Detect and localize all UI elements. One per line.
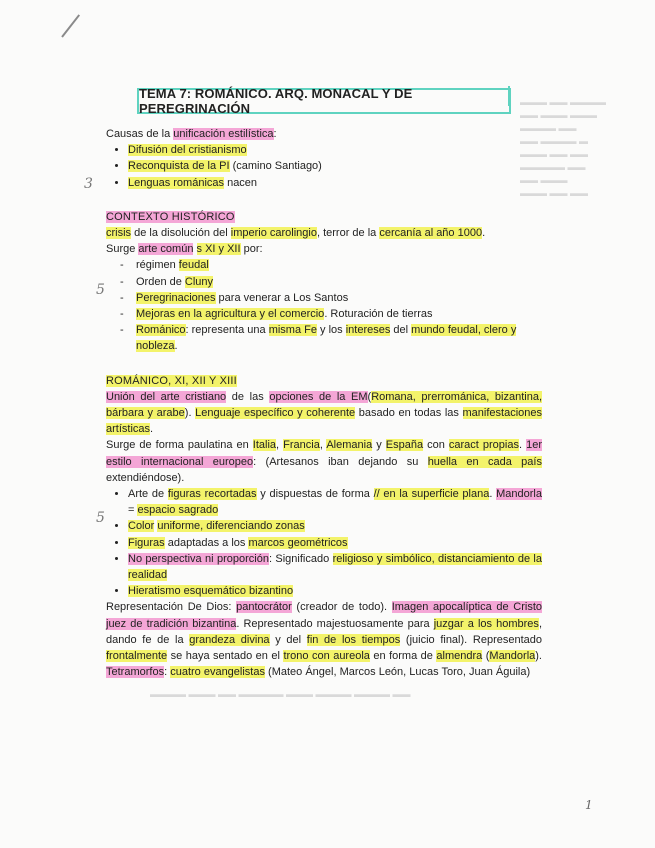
context-line: Surge arte común s XI y XII por: [106,243,263,256]
list-item: • Color uniforme, diferenciando zonas [128,518,542,534]
romanesque-paragraph: Representación De Dios: pantocrátor (creador de todo). Imagen apocalíptica de Cristo juez de tradición bizantina. Representado majestuosamente para juzgar a los hombres, dando fe de la grandeza divina y del fin de los tiempos (juicio final). Representado frontalmente se haya sentado en el trono con aureola en forma de almendra (Mandorla). Tetramorfos: cuatro evangelistas (Mateo Ángel, Marcos León, Lucas Toro, Juan Águila) [106,601,542,679]
bleed-through-text: ▬▬▬ ▬▬ ▬▬▬▬ ▬▬ ▬▬▬ ▬▬▬ ▬▬▬▬ ▬▬ ▬▬ ▬▬▬▬ ▬ ▬▬▬ ▬▬ ▬▬ ▬▬▬▬▬ ▬▬ ▬▬ ▬▬▬ ▬▬▬ ▬▬ ▬▬ [520,97,607,198]
causes-intro: Causas de la unificación estilística: [106,128,277,140]
bleed-through-text: ▬▬▬▬ ▬▬▬ ▬▬ ▬▬▬▬▬ ▬▬▬ ▬▬▬▬ ▬▬▬▬ ▬▬ [150,689,411,699]
document-body [106,126,542,681]
context-list [106,257,542,354]
page-title: TEMA 7: ROMÁNICO. ARQ. MONACAL Y DE PEREGRINACIÓN [139,86,413,116]
list-item: • Difusión del cristianismo [128,142,542,158]
highlighter-stroke [508,86,510,106]
causes-list [106,142,542,191]
romanesque-list [106,486,542,599]
pencil-mark [61,14,80,37]
list-item: - Mejoras en la agricultura y el comercio. Roturación de tierras [120,306,542,322]
list-item: • Arte de figuras recortadas y dispuestas de forma // en la superficie plana. Mandorla = espacio sagrado [128,486,542,518]
list-item: - régimen feudal [120,257,542,273]
section-heading-romanesque: ROMÁNICO, XI, XII Y XIII [106,374,237,387]
margin-mark: 5 [96,282,105,298]
margin-mark: 3 [84,176,93,192]
list-item: • Hieratismo esquemático bizantino [128,583,542,599]
list-item: • Reconquista de la PI (camino Santiago) [128,158,542,174]
section-heading-context: CONTEXTO HISTÓRICO [106,210,235,223]
list-item: - Orden de Cluny [120,274,542,290]
romanesque-paragraph: Unión del arte cristiano de las opciones de la EM(Romana, prerrománica, bizantina, bárbara y arabe). Lenguaje específico y coherente basado en todas las manifestaciones artísticas. [106,390,542,436]
list-item: - Peregrinaciones para venerar a Los Santos [120,290,542,306]
title-box [137,88,511,114]
list-item: • Figuras adaptadas a los marcos geométricos [128,535,542,551]
romanesque-paragraph: Surge de forma paulatina en Italia, Francia, Alemania y España con caract propias. 1er estilo internacional europeo: (Artesanos iban dejando su huella en cada país extendiéndose). [106,439,542,484]
list-item: • Lenguas románicas nacen [128,175,542,191]
list-item: • No perspectiva ni proporción: Significado religioso y simbólico, distanciamiento de la realidad [128,551,542,583]
context-line: crisis de la disolución del imperio carolingio, terror de la cercanía al año 1000. [106,227,486,240]
page-number: 1 [585,798,593,812]
margin-mark: 5 [96,510,105,526]
list-item: - Románico: representa una misma Fe y los intereses del mundo feudal, clero y nobleza. [120,322,542,354]
